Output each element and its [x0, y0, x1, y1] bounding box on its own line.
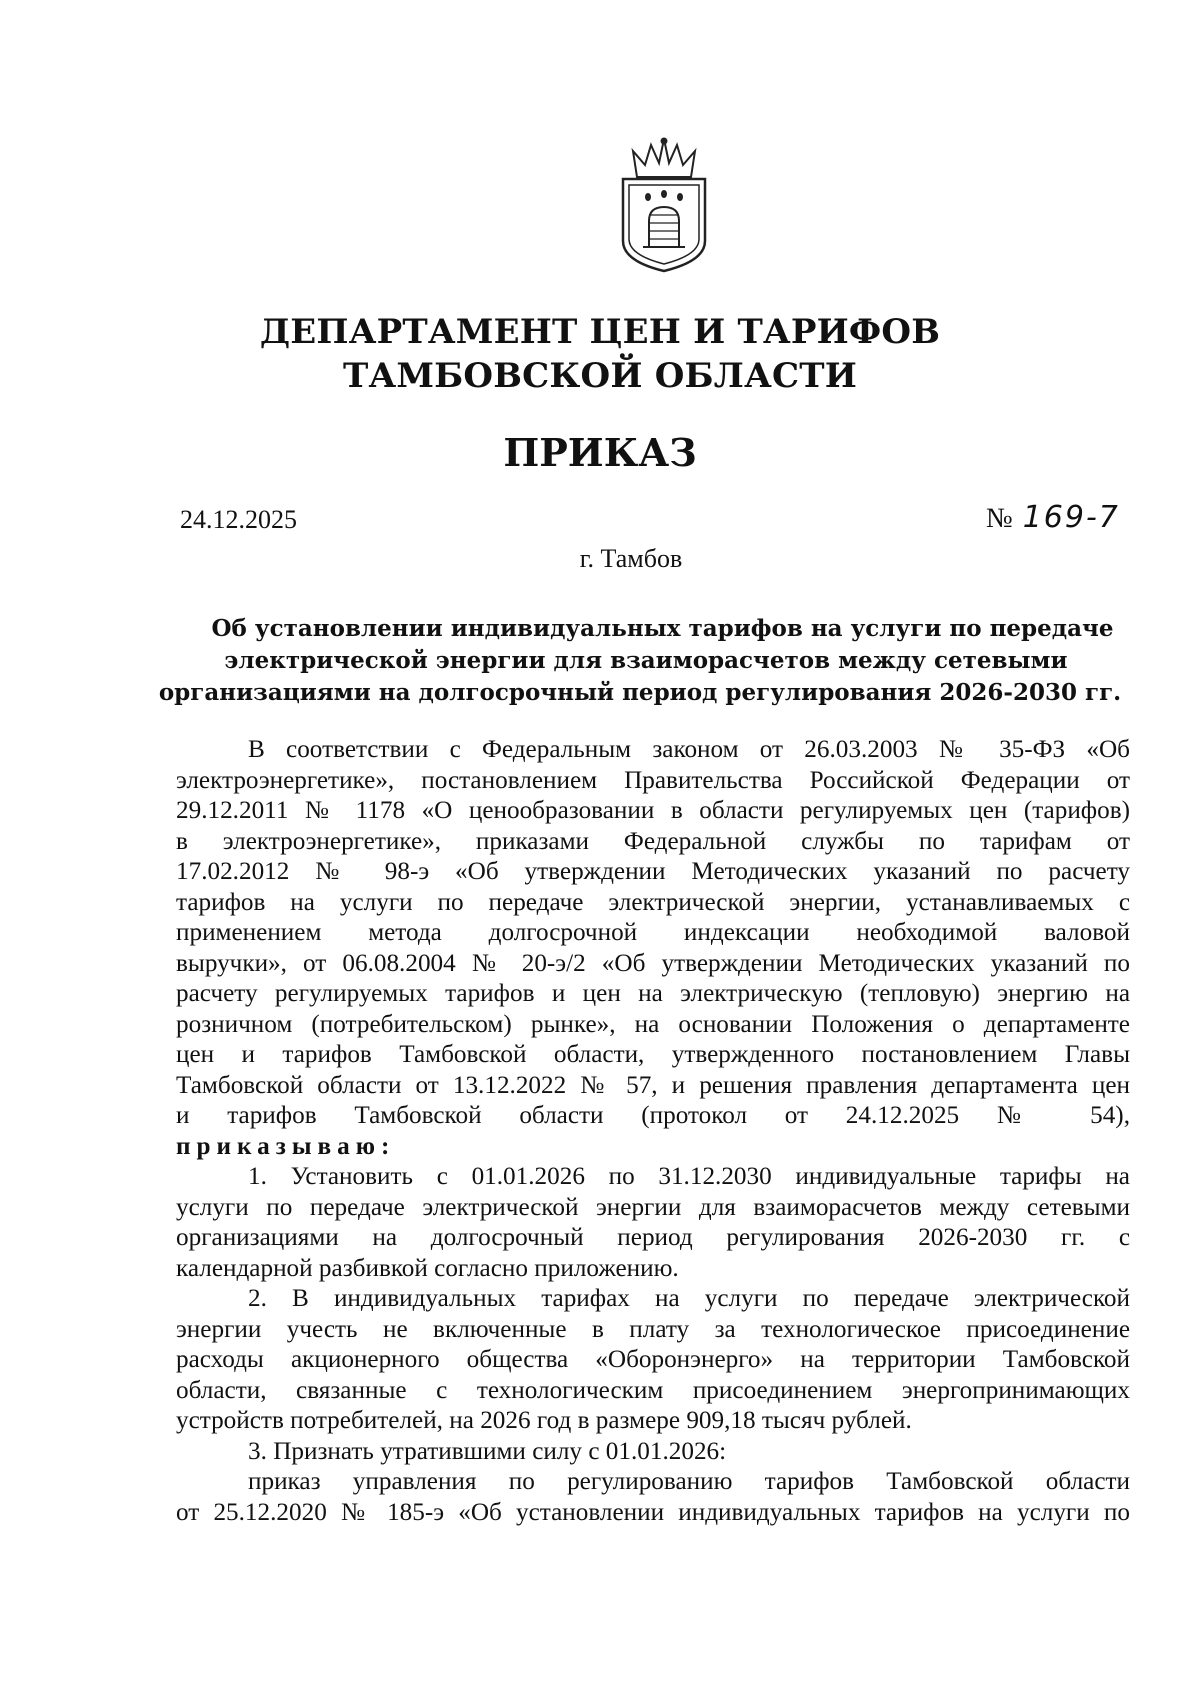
body-line: приказ управления по регулированию тарифов Тамбовской области	[248, 1468, 1130, 1495]
body-line: 29.12.2011 № 1178 «О ценообразовании в области регулируемых цен (тарифов)	[176, 797, 1130, 824]
body-line: от 25.12.2020 № 185-э «Об установлении индивидуальных тарифов на услуги по	[176, 1498, 1130, 1526]
body-line: 1. Установить с 01.01.2026 по 31.12.2030 индивидуальные тарифы на	[248, 1163, 1130, 1190]
body-line: применением метода долгосрочной индексации необходимой валовой	[176, 919, 1130, 946]
department-name-line-2: ТАМБОВСКОЙ ОБЛАСТИ	[342, 356, 858, 396]
body-line: выручки», от 06.08.2004 № 20-э/2 «Об утверждении Методических указаний по	[176, 949, 1130, 977]
body-line: Тамбовской области от 13.12.2022 № 57, и решения правления департамента цен	[176, 1071, 1130, 1099]
body-line: цен и тарифов Тамбовской области, утвержденного постановлением Главы	[176, 1041, 1130, 1068]
body-line: услуги по передаче электрической энергии для взаиморасчетов между сетевыми	[176, 1193, 1130, 1221]
body-line: электроэнергетике», постановлением Правительства Российской Федерации от	[176, 766, 1130, 794]
city: г. Тамбов	[579, 544, 683, 573]
order-number-label: №	[986, 503, 1013, 534]
subject-line-3: организациями на долгосрочный период регулирования 2026-2030 гг.	[158, 679, 1122, 706]
body-line: розничном (потребительском) рынке», на основании Положения о департаменте	[176, 1010, 1130, 1038]
body-line: 17.02.2012 № 98-э «Об утверждении Методических указаний по расчету	[176, 858, 1130, 885]
body-line: области, связанные с технологическим присоединением энергопринимающих	[176, 1376, 1130, 1404]
order-number-handwritten: 169-7	[1022, 500, 1120, 535]
body-line: организациями на долгосрочный период регулирования 2026-2030 гг. с	[176, 1224, 1130, 1251]
body-line: энергии учесть не включенные в плату за технологическое присоединение	[176, 1315, 1130, 1343]
order-date: 24.12.2025	[180, 505, 297, 534]
order-number	[986, 500, 1120, 535]
body-line: расчету регулируемых тарифов и цен на электрическую (тепловую) энергию на	[176, 980, 1130, 1007]
body-line: 2. В индивидуальных тарифах на услуги по передаче электрической	[248, 1285, 1130, 1312]
body-line: календарной разбивкой согласно приложению.	[176, 1254, 679, 1282]
department-name-line-1: ДЕПАРТАМЕНТ ЦЕН И ТАРИФОВ	[259, 312, 941, 352]
body-line: расходы акционерного общества «Оборонэнерго» на территории Тамбовской	[176, 1346, 1130, 1373]
order-body	[176, 735, 1130, 1528]
subject-line-1: Об установлении индивидуальных тарифов на услуги по передаче	[211, 615, 1114, 642]
body-line: и тарифов Тамбовской области (протокол от 24.12.2025 № 54),	[176, 1102, 1130, 1129]
body-line: устройств потребителей, на 2026 год в размере 909,18 тысяч рублей.	[176, 1407, 912, 1434]
body-line: в электроэнергетике», приказами Федеральной службы по тарифам от	[176, 827, 1130, 855]
body-line: В соответствии с Федеральным законом от 26.03.2003 № 35-ФЗ «Об	[248, 736, 1130, 763]
document-type-title: ПРИКАЗ	[503, 430, 697, 475]
body-line: тарифов на услуги по передаче электрической энергии, устанавливаемых с	[176, 888, 1130, 916]
subject-line-2: электрической энергии для взаиморасчетов между сетевыми	[224, 647, 1068, 674]
body-line-orders: приказываю:	[176, 1132, 396, 1160]
coat-of-arms-emblem	[615, 137, 713, 273]
body-line: 3. Признать утратившими силу с 01.01.2026:	[248, 1437, 727, 1465]
